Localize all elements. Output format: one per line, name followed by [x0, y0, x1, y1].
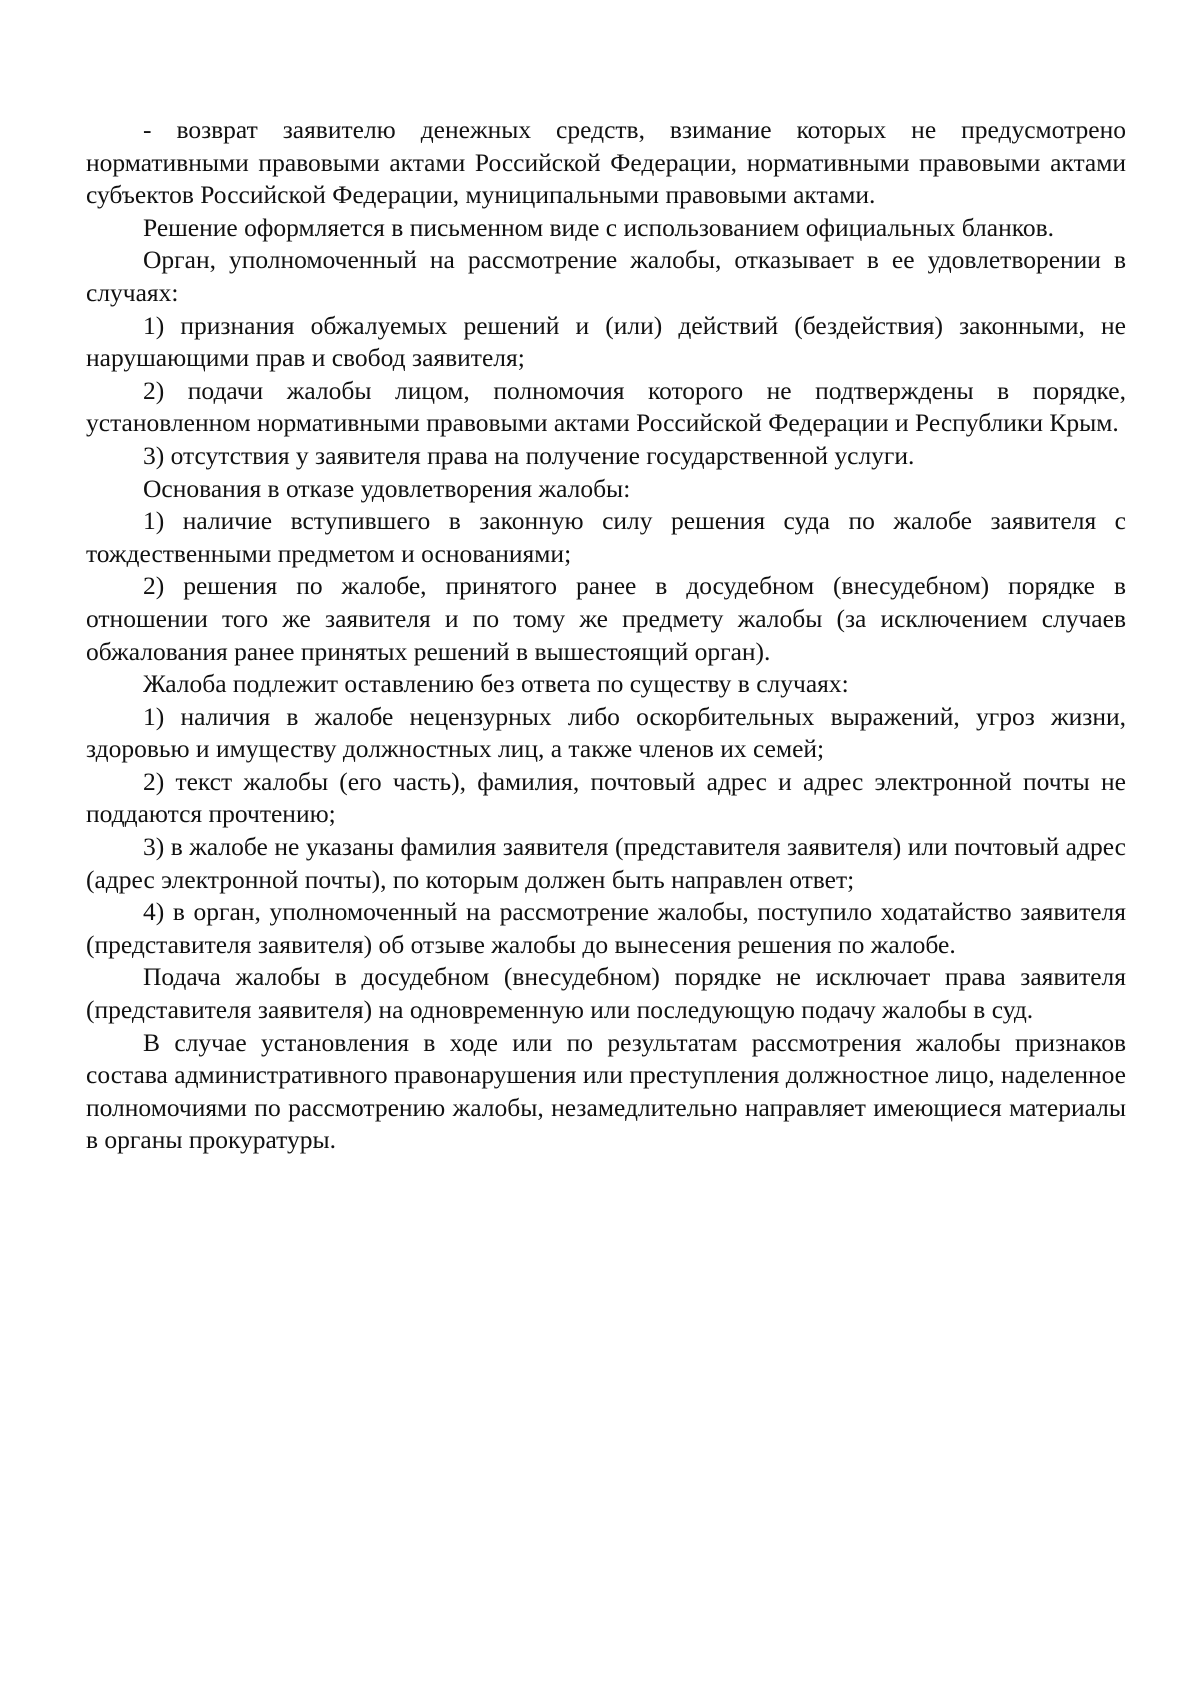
paragraph-refusal-grounds-intro: Основания в отказе удовлетворения жалобы:: [143, 473, 631, 503]
paragraph-no-answer-case-3: 3) в жалобе не указаны фамилия заявителя (представителя заявителя) или почтовый адрес (адрес электронной почты), по которым должен быть направлен ответ;: [86, 832, 1126, 894]
document-body: [86, 114, 1126, 1157]
paragraph-refusal-case-2: 2) подачи жалобы лицом, полномочия которого не подтверждены в порядке, установленном нормативными правовыми актами Российской Федерации и Республики Крым.: [86, 375, 1126, 438]
paragraph-refusal-ground-2: 2) решения по жалобе, принятого ранее в досудебном (внесудебном) порядке в отношении того же заявителя и по тому же предмету жалобы (за исключением случаев обжалования ранее принятых решений в вышестоящий орган).: [86, 571, 1126, 666]
paragraph-refusal-intro: Орган, уполномоченный на рассмотрение жалобы, отказывает в ее удовлетворении в случаях:: [86, 245, 1126, 307]
paragraph-prosecutor-referral: В случае установления в ходе или по результатам рассмотрения жалобы признаков состава административного правонарушения или преступления должностное лицо, наделенное полномочиями по рассмотрению жалобы, незамедлительно направляет имеющиеся материалы в органы прокуратуры.: [86, 1027, 1126, 1155]
paragraph-no-answer-case-1: 1) наличия в жалобе нецензурных либо оскорбительных выражений, угроз жизни, здоровью и имуществу должностных лиц, а также членов их семей;: [86, 701, 1126, 764]
paragraph-no-answer-intro: Жалоба подлежит оставлению без ответа по существу в случаях:: [143, 669, 849, 699]
paragraph-no-answer-case-2: 2) текст жалобы (его часть), фамилия, почтовый адрес и адрес электронной почты не поддаются прочтению;: [86, 766, 1126, 829]
paragraph-no-answer-case-4: 4) в орган, уполномоченный на рассмотрение жалобы, поступило ходатайство заявителя (представителя заявителя) об отзыве жалобы до вынесения решения по жалобе.: [86, 897, 1126, 959]
paragraph-decision-form: Решение оформляется в письменном виде с использованием официальных бланков.: [143, 212, 1055, 242]
paragraph-court-right: Подача жалобы в досудебном (внесудебном) порядке не исключает права заявителя (представителя заявителя) на одновременную или последующую подачу жалобы в суд.: [86, 962, 1126, 1025]
paragraph-refusal-case-3: 3) отсутствия у заявителя права на получение государственной услуги.: [143, 440, 915, 470]
paragraph-refusal-case-1: 1) признания обжалуемых решений и (или) действий (бездействия) законными, не нарушающими прав и свобод заявителя;: [86, 310, 1126, 373]
paragraph-refusal-ground-1: 1) наличие вступившего в законную силу решения суда по жалобе заявителя с тождественными предметом и основаниями;: [86, 506, 1126, 568]
paragraph-refund-item: - возврат заявителю денежных средств, взимание которых не предусмотрено нормативными правовыми актами Российской Федерации, нормативными правовыми актами субъектов Российской Федерации, муниципальными правовыми актами.: [86, 115, 1126, 210]
